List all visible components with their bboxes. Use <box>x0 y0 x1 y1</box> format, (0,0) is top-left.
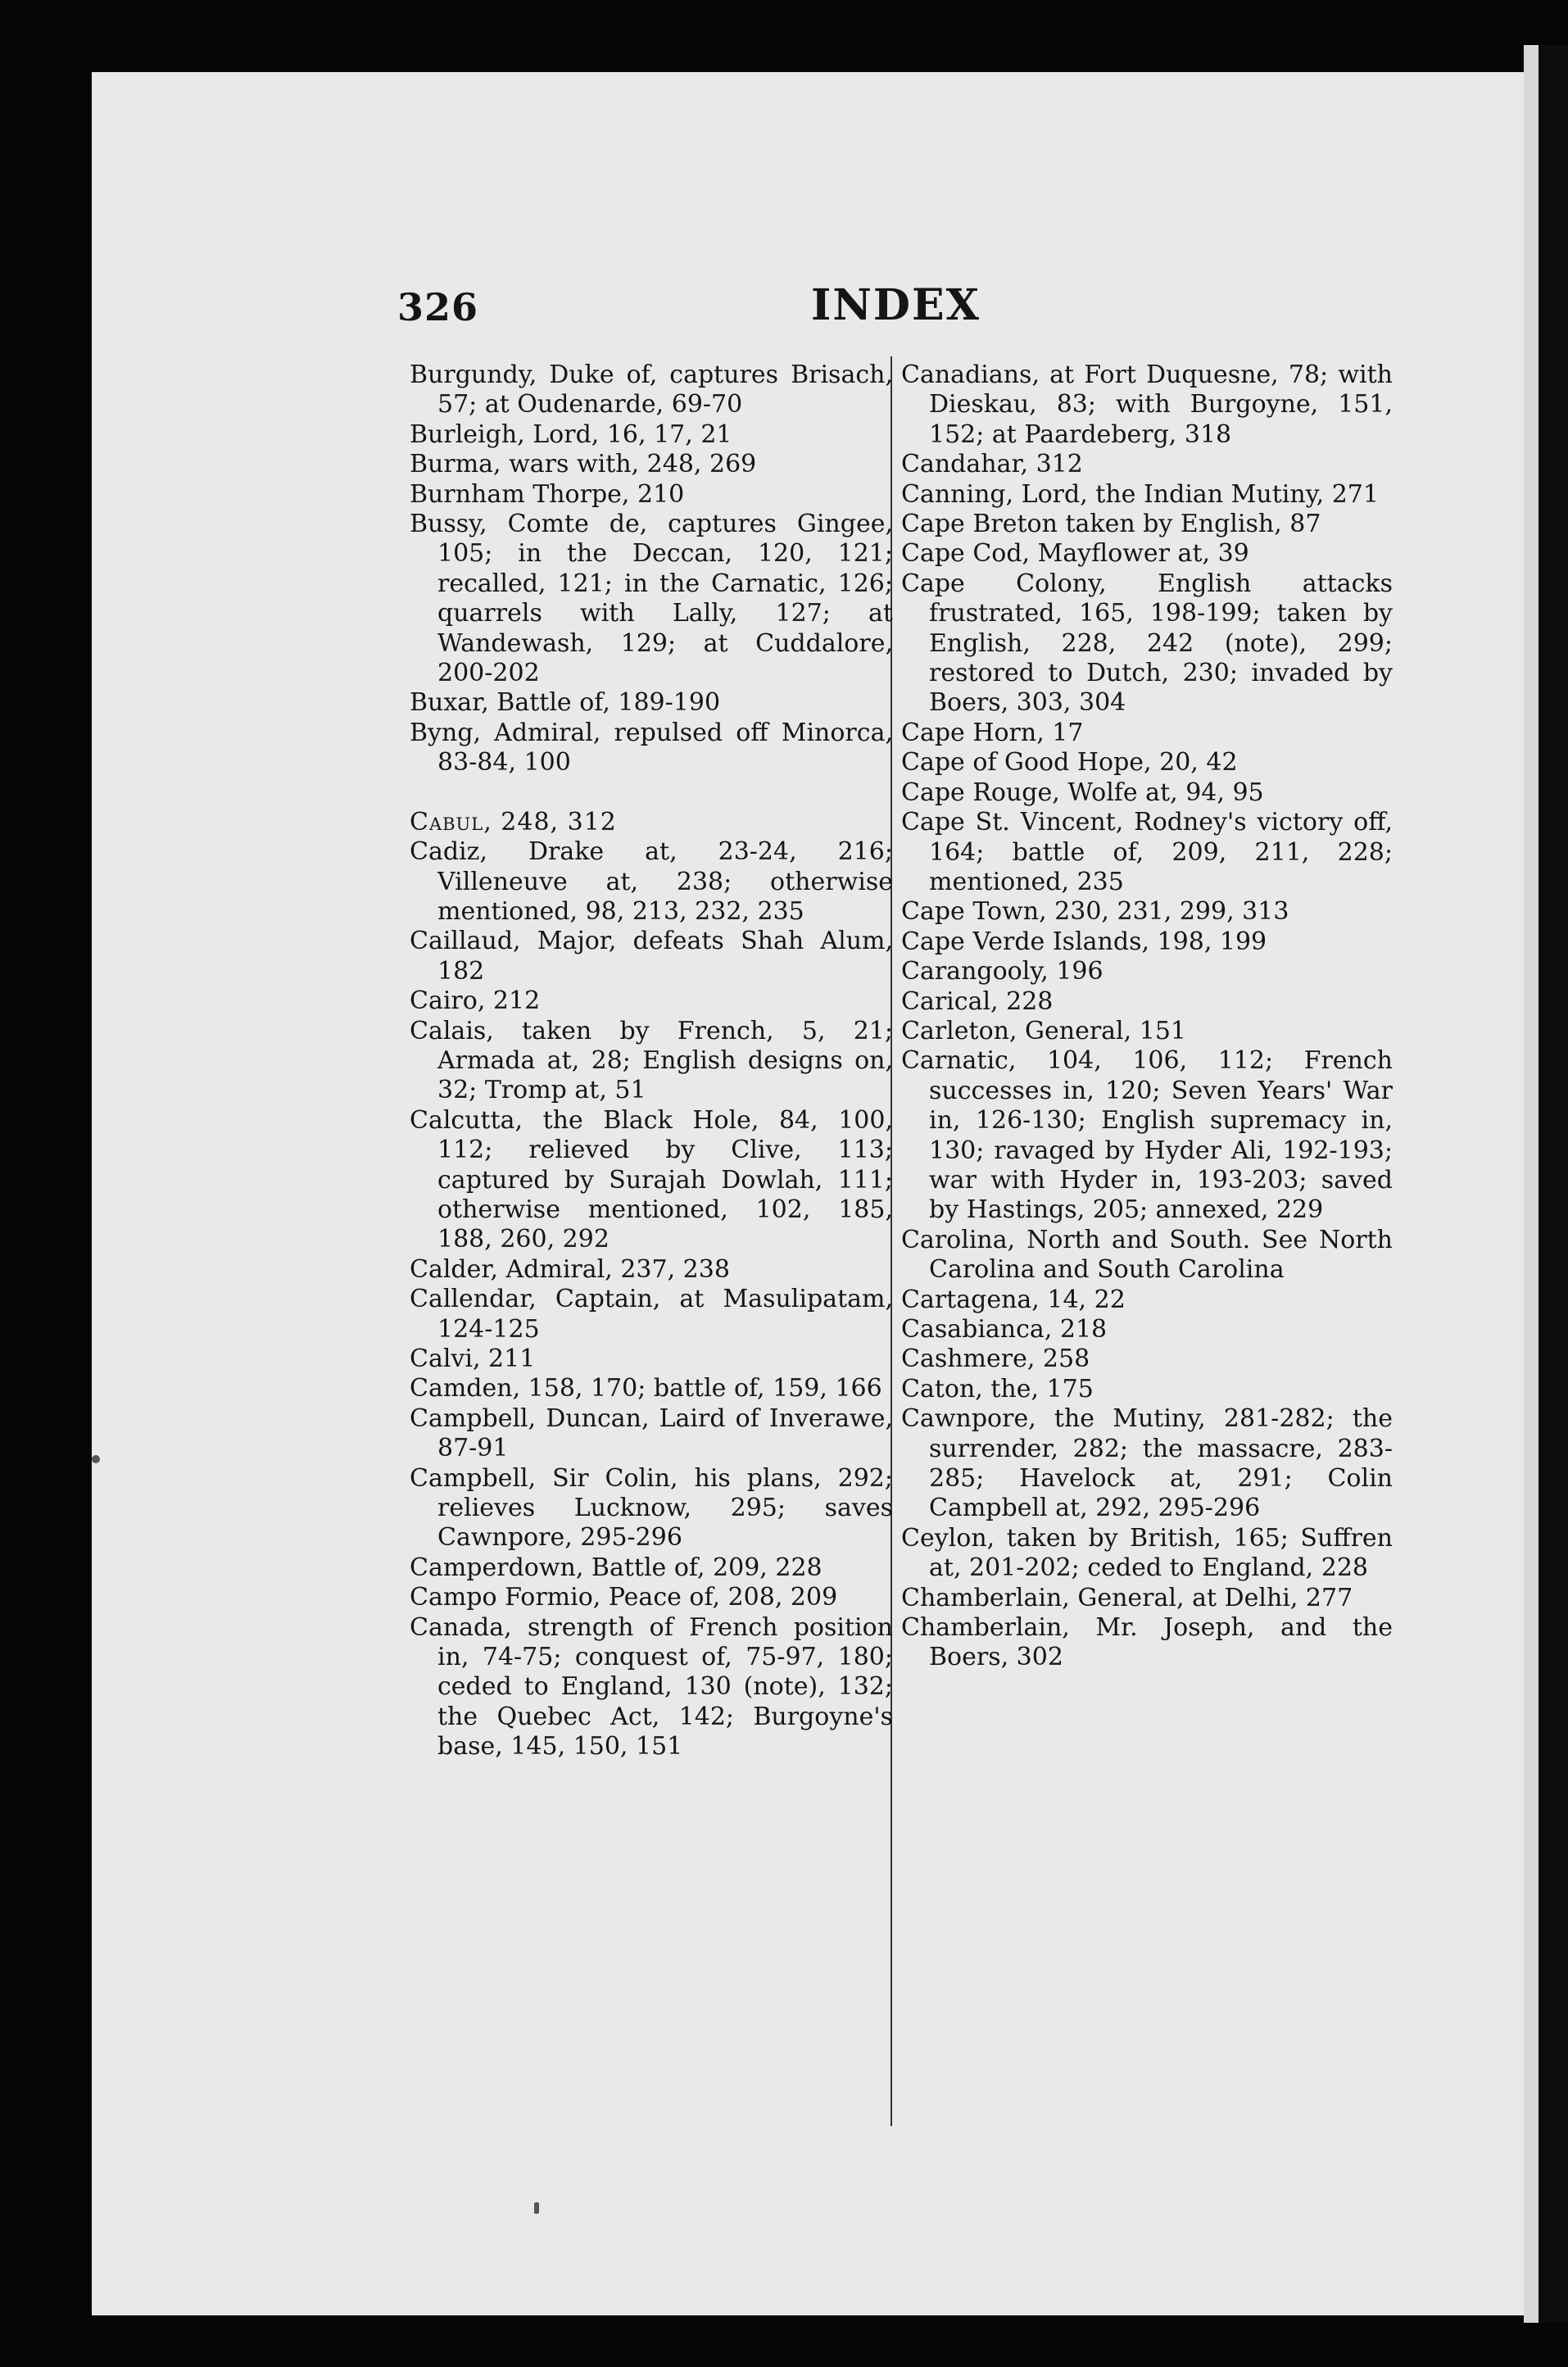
index-entry: Burgundy, Duke of, captures Brisach, 57; at Oudenarde, 69-70 <box>410 360 893 419</box>
index-entry: Cawnpore, the Mutiny, 281-282; the surrender, 282; the massacre, 283-285; Havelock at, 291; Colin Campbell at, 292, 295-296 <box>901 1404 1393 1523</box>
index-entry: Campo Formio, Peace of, 208, 209 <box>410 1583 838 1612</box>
index-text-area <box>385 279 1417 1917</box>
index-entry: Burleigh, Lord, 16, 17, 21 <box>410 419 732 449</box>
index-entry: Caillaud, Major, defeats Shah Alum, 182 <box>410 927 893 986</box>
index-entry: Cape Rouge, Wolfe at, 94, 95 <box>901 778 1264 807</box>
scan-margin-strip <box>1539 45 1568 2323</box>
page-speck <box>92 1455 100 1463</box>
page-number: 326 <box>397 285 479 329</box>
index-entry: Canning, Lord, the Indian Mutiny, 271 <box>901 479 1379 509</box>
index-entry: Camperdown, Battle of, 209, 228 <box>410 1553 823 1582</box>
index-entry: Candahar, 312 <box>901 450 1083 479</box>
page-speck <box>534 2202 539 2214</box>
index-entry: Chamberlain, General, at Delhi, 277 <box>901 1583 1353 1612</box>
index-entry: Byng, Admiral, repulsed off Minorca, 83-84, 100 <box>410 718 893 778</box>
index-entry: Cashmere, 258 <box>901 1344 1090 1374</box>
index-entry: Caton, the, 175 <box>901 1374 1094 1403</box>
index-entry: Cape Colony, English attacks frustrated, 165, 198-199; taken by English, 228, 242 (note), 299; restored to Dutch, 230; invaded by Boers, 303, 304 <box>901 569 1393 718</box>
index-entry: Calais, taken by French, 5, 21; Armada at, 28; English designs on, 32; Tromp at, 51 <box>410 1016 893 1105</box>
index-entry: Camden, 158, 170; battle of, 159, 166 <box>410 1374 882 1403</box>
index-entry: Cape Verde Islands, 198, 199 <box>901 927 1267 956</box>
page-header <box>385 279 1409 352</box>
page-title: INDEX <box>811 280 981 330</box>
index-entry: Callendar, Captain, at Masulipatam, 124-125 <box>410 1285 893 1344</box>
index-column-right <box>901 360 1393 1673</box>
index-entry: Cape Town, 230, 231, 299, 313 <box>901 897 1289 927</box>
index-entry: Carolina, North and South. See North Carolina and South Carolina <box>901 1225 1393 1285</box>
index-entry: Cadiz, Drake at, 23-24, 216; Villeneuve at, 238; otherwise mentioned, 98, 213, 232, 235 <box>410 837 893 926</box>
index-entry: Cartagena, 14, 22 <box>901 1285 1126 1314</box>
index-entry: Carical, 228 <box>901 986 1054 1016</box>
index-entry: Canada, strength of French position in, 74-75; conquest of, 75-97, 180; ceded to England, 130 (note), 132; the Quebec Act, 142; Burgoyne's base, 145, 150, 151 <box>410 1612 893 1762</box>
index-entry: Campbell, Duncan, Laird of Inverawe, 87-91 <box>410 1403 893 1463</box>
index-entry: Calcutta, the Black Hole, 84, 100, 112; relieved by Clive, 113; captured by Surajah Dowlah, 111; otherwise mentioned, 102, 185, 188, 260, 292 <box>410 1105 893 1254</box>
index-entry: Burma, wars with, 248, 269 <box>410 450 757 479</box>
index-entry: Bussy, Comte de, captures Gingee, 105; in the Deccan, 120, 121; recalled, 121; in the Carnatic, 126; quarrels with Lally, 127; at Wandewash, 129; at Cuddalore, 200-202 <box>410 510 893 688</box>
page-edge <box>1524 45 1539 2323</box>
index-entry: Cape Breton taken by English, 87 <box>901 510 1321 539</box>
index-entry: Casabianca, 218 <box>901 1315 1108 1344</box>
index-entry: Cape St. Vincent, Rodney's victory off, 164; battle of, 209, 211, 228; mentioned, 235 <box>901 808 1393 896</box>
index-entry: Cairo, 212 <box>410 986 541 1016</box>
index-entry: Cape of Good Hope, 20, 42 <box>901 748 1238 778</box>
index-column-left <box>410 360 893 1762</box>
index-entry: Canadians, at Fort Duquesne, 78; with Dieskau, 83; with Burgoyne, 151, 152; at Paardeberg, 318 <box>901 360 1393 449</box>
index-entry: Burnham Thorpe, 210 <box>410 479 685 509</box>
index-entry: Calvi, 211 <box>410 1344 536 1373</box>
index-entry: Carnatic, 104, 106, 112; French successes in, 120; Seven Years' War in, 126-130; English supremacy in, 130; ravaged by Hyder Ali, 192-193; war with Hyder in, 193-203; saved by Hastings, 205; annexed, 229 <box>901 1046 1393 1225</box>
index-entry: Cabul, 248, 312 <box>410 807 617 837</box>
index-entry: Campbell, Sir Colin, his plans, 292; relieves Lucknow, 295; saves Cawnpore, 295-296 <box>410 1463 893 1553</box>
index-entry: Chamberlain, Mr. Joseph, and the Boers, 302 <box>901 1613 1393 1672</box>
index-entry: Calder, Admiral, 237, 238 <box>410 1254 730 1284</box>
index-entry: Ceylon, taken by British, 165; Suffren at, 201-202; ceded to England, 228 <box>901 1523 1393 1583</box>
index-entry: Cape Horn, 17 <box>901 718 1084 747</box>
index-entry: Carleton, General, 151 <box>901 1016 1186 1045</box>
index-entry: Buxar, Battle of, 189-190 <box>410 688 721 718</box>
index-entry: Cape Cod, Mayflower at, 39 <box>901 539 1249 569</box>
index-entry: Carangooly, 196 <box>901 957 1103 986</box>
